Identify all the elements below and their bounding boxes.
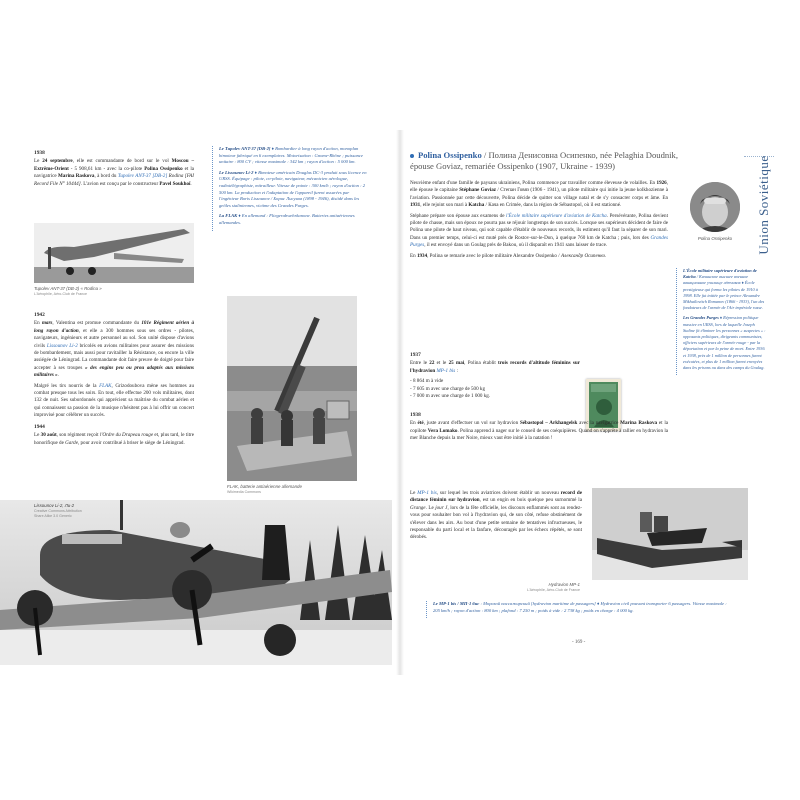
footer-glossary-note bbox=[426, 601, 733, 618]
text-run: Marina Raskova bbox=[57, 173, 95, 180]
anti-aircraft-gun-illustration bbox=[227, 296, 357, 481]
glossary-entry bbox=[433, 601, 733, 614]
glossary-entry bbox=[683, 268, 767, 311]
text-run: Rodina [FAI Record File N° 10444] bbox=[34, 173, 194, 187]
record-item: - 8 864 m à vide bbox=[410, 378, 444, 385]
photo-lissounov-li2 bbox=[0, 500, 392, 665]
text-run: , juste avant d'effectuer un vol sur hydravion bbox=[423, 420, 520, 427]
glossary-definition: / Качинское высшее военное авиационное училище лётчиков ♦ École prestigieuse qui forma les pilotes de 1910 à 1998. Elle fut initiée par le prince Alexandre Mikhaïlovitch Romanov (1866 - 1933), l'un des fondateurs de l'armée de l'Air impériale russe. bbox=[683, 274, 765, 311]
heading-name: Polina Ossipenko bbox=[418, 150, 482, 160]
photo-caption bbox=[34, 286, 194, 297]
caption-text: Tupolev ANT-37 (DB-2) « Rodina » bbox=[34, 286, 102, 291]
text-run: , pour avoir contribué à briser le siège de Léningrad. bbox=[77, 439, 185, 446]
year-heading: 1944 bbox=[34, 423, 45, 430]
caption-credit: L'Aérophile, Aéro-Club de France bbox=[34, 291, 88, 296]
text-run: . bbox=[190, 180, 192, 187]
text-run: , il est envoyé dans un Goulag près de Bakou, où il disparaît en 1941 sans laisser de trace. bbox=[424, 242, 608, 249]
caption-credit: Creative Commons Attribution bbox=[34, 508, 82, 513]
li2-airplane-illustration bbox=[0, 500, 392, 665]
text-run: 25 mai bbox=[448, 360, 465, 367]
year-heading: 1938 bbox=[34, 150, 45, 156]
caption-text: Polina Ossipenko bbox=[697, 236, 733, 241]
glossary-reference: l'École militaire supérieure d'aviation de Katcha bbox=[506, 212, 607, 219]
text-run: Le bbox=[34, 432, 41, 439]
text-run: . Polina apprend à nager sur le conseil de ses coéquipières. Quand on s'apprête à rallier en hydravion la mer Blanche depuis la mer Noire, mieux vaut être initié à la natation ! bbox=[410, 427, 668, 442]
glossary-entry bbox=[683, 315, 767, 371]
text-run: et la copilote bbox=[410, 420, 668, 434]
text-run: , elle est commandante de bord sur le vol bbox=[72, 158, 172, 165]
glossary-reference: Lissounov Li-2 bbox=[46, 342, 78, 349]
text-run: Polina Ossipenko bbox=[144, 165, 183, 172]
portrait-polina-ossipenko bbox=[690, 182, 740, 232]
portrait-caption bbox=[690, 236, 740, 242]
text-run: Entre le bbox=[410, 360, 430, 367]
text-run: , et elle a 300 hommes sous ses ordres - pilotes, navigateurs, ingénieurs et autre personnel au sol. Son unité dispose d'avions civils bbox=[34, 327, 195, 349]
text-run: , elle épouse le capitaine bbox=[410, 180, 668, 194]
text-run: . bbox=[605, 252, 607, 259]
glossary-entry: Le Lissounov Li-2 ♦ Bimoteur américain Douglas DC-3 produit sous licence en URSS. Équipage : pilote, co-pilote, navigateur, mécanicien aérologue, radiotélégraphiste, mitrailleur. Vitesse de pointe : 300 km/h ; rayon d'action : 2 500 km. La production et l'adaptation de l'appareil furent assurées par l'ingénieur Boris Lissounov / Борис Лисунов (1898 - 1946), disiidé dans les geôles staliniennes, victime des Grandes Purges. bbox=[219, 169, 367, 208]
right-sidebar-glossary bbox=[676, 268, 767, 375]
right-1938-block bbox=[410, 412, 668, 446]
photo-flak-battery bbox=[227, 296, 357, 481]
paragraph bbox=[410, 253, 668, 260]
text-run: , elle rejoint son mari à bbox=[420, 202, 469, 209]
text-run: Stéphane prépare son épouse aux examens de bbox=[410, 212, 507, 219]
text-run: / Степан Говяз (1906 - 1941), un pilote militaire qui initie la jeune kolkhozienne à l'aviation. Passionnée par cette découverte, Polina décide de quitter son village natal et de s'y consacrer corps et âme. En bbox=[410, 187, 668, 201]
glossary-definition: : Морской пассажирский [hydravion maritime de passagers] ♦ Hydravion civil pouvant transporter 6 passagers. Vitesse maximale : 205 km/h ; rayon d'action : 800 km ; plafond : 7 250 m ; poids à vide : 2 738 kg ; poids en charge : 4 000 kg. bbox=[433, 601, 727, 613]
text-run: En bbox=[410, 420, 418, 427]
glossary-reference: Tupolev ANT-37 [DB-2] bbox=[117, 173, 168, 180]
text-run: avec la navigatrice bbox=[577, 420, 621, 427]
text-run: . L'avion est conçu par le constructeur bbox=[80, 180, 160, 187]
text-run: / Кача en Crimée, dans la région de Sébastopol, où il est stationné. bbox=[484, 202, 622, 209]
text-run: l'Ordre du Drapeau rouge bbox=[99, 432, 154, 439]
text-run: 30 août bbox=[40, 432, 57, 439]
year-heading: 1937 bbox=[410, 352, 421, 358]
text-run: . bbox=[57, 372, 59, 379]
glossary-definition: Bimoteur américain Douglas DC-3 produit sous licence en URSS. Équipage : pilote, co-pilote, navigateur, mécanicien aérologue, radiotélégraphiste, mitrailleur. Vitesse de pointe : 300 km/h ; rayon d'action : 2 500 km. La production et l'adaptation de l'appareil furent assurées par l'ingénieur Boris Lissounov / Борис Лисунов (1898 - 1946), disiidé dans les geôles staliniennes, victime des Grandes Purges. bbox=[219, 169, 367, 208]
text-run: Marina Raskova bbox=[620, 420, 658, 427]
text-run: mars bbox=[41, 320, 53, 327]
text-run: trois records d'altitude féminins sur l'hydravion bbox=[410, 360, 580, 374]
paragraph bbox=[410, 360, 580, 375]
glossary-definition: ♦ Répression politique massive en URSS, lors de laquelle Joseph Staline fit éliminer les personnes « suspectes » : opposants politiques, dirigeants communistes, officiers supérieurs de l'armée rouge - par la déportation et par la peine de mort. Entre 1936 et 1938, près de 1 million de personnes furent exécutées, et plus de 1 million furent envoyées dans les prisons ou dans des camps du Goulag. bbox=[683, 315, 766, 371]
heading-subtitle: / Полина Денисовна Осипенко, née Pelaghia Doudnik, bbox=[481, 150, 679, 160]
left-1942-block bbox=[34, 312, 194, 450]
photo-hydravion-mp1 bbox=[592, 488, 748, 580]
glossary-definition: En allemand : Fliegerabwehrkanone. Batteries antiaériennes allemandes. bbox=[219, 213, 355, 225]
photo-caption bbox=[470, 582, 580, 593]
airplane-illustration bbox=[34, 223, 194, 283]
text-run: : bbox=[455, 367, 458, 374]
text-run: Garde bbox=[65, 439, 78, 446]
paragraph bbox=[34, 320, 194, 379]
paragraph bbox=[34, 383, 194, 420]
text-run: 1926 bbox=[656, 180, 667, 186]
text-run: et la navigatrice bbox=[34, 165, 194, 180]
seaplane-illustration bbox=[592, 488, 748, 580]
paragraph bbox=[34, 158, 194, 188]
text-run: bricolés en avions militaires pour assurer des missions de bombardement, mais aussi pour ravitailler la Résistance, ou encore la ville assiégée de Léningrad. La commandante doit faire preuve de doigté pour faire accepter à ses troupes bbox=[34, 342, 195, 371]
paragraph bbox=[410, 420, 668, 442]
text-run: , Valentina est promue commandante du bbox=[52, 320, 142, 327]
photo-caption bbox=[34, 503, 154, 520]
text-run: record de distance féminin sur hydravion bbox=[410, 490, 582, 504]
section-label bbox=[754, 150, 774, 260]
paragraph bbox=[34, 432, 194, 447]
record-item: - 7 000 m avec une charge de 1 000 kg. bbox=[410, 393, 491, 400]
record-item: - 7 605 m avec une charge de 500 kg bbox=[410, 385, 486, 392]
photo-caption bbox=[227, 484, 357, 495]
glossary-term: L'École militaire supérieure d'aviation de Katcha bbox=[683, 268, 757, 280]
text-run: , lors de la fête officielle, les discours enflammés sont au rendez-vous pour souhaiter bon vol à l'hydravion qui, de son côté, refuse obstinément de s'élever dans les airs. Au bout d'une petite semaine de tentatives infructueuses, le responsable du parti local et la fanfare, découragés par les échecs répétés, se sont dérobés. bbox=[410, 504, 583, 541]
glossary-definition: Bombardier à long rayon d'action, monoplan bimoteur fabriqué en 6 exemplaires. Motorisation : Gnome-Rhône ; puissance unitaire : 800 CV ; vitesse maximale : 342 km ; rayon d'action : 5 000 km. bbox=[219, 146, 363, 165]
text-run: , Polina se remarie avec le pilote militaire Alexandre Ossipenko / bbox=[427, 252, 561, 259]
text-run: Moscou – Extrême-Orient bbox=[34, 158, 194, 172]
text-run: , Grizodoubova mène ses hommes au combat presque tous les soirs. En tout, elle effectue 200 vols militaires, dont 132 de nuit. Ses subordonnés qui apprécient sa maîtrise du combat aérien et qui connaissent sa passion de la musique n'hésitent pas à lui offrir un concert improvisé pour célébrer un succès. bbox=[34, 382, 194, 419]
page-number: - 169 - bbox=[572, 640, 586, 645]
chapter-heading bbox=[410, 150, 740, 172]
glossary-term: Le Tupolev ANT-37 [DB-2] bbox=[219, 146, 271, 151]
text-run: , est un engin en bois quelque peu surnommé la bbox=[479, 497, 582, 504]
text-run: Katcha bbox=[468, 202, 485, 209]
text-run: Le bbox=[410, 490, 418, 496]
text-run: été bbox=[417, 420, 424, 427]
glossary-reference: MP-1 bis bbox=[436, 367, 456, 374]
text-run: En bbox=[34, 320, 42, 327]
left-sidebar-glossary bbox=[212, 146, 369, 231]
glossary-reference: Grandes Purges bbox=[410, 234, 668, 249]
text-run: Vera Lomako bbox=[427, 427, 458, 434]
paragraph bbox=[410, 213, 668, 250]
text-run: Le bbox=[34, 158, 43, 165]
text-run: « des engins peu ou prou adaptés aux missions militaires » bbox=[34, 364, 194, 379]
mp1-paragraph-block bbox=[410, 490, 582, 545]
text-run: Grange bbox=[410, 504, 426, 511]
section-label-text: Union Soviétique bbox=[756, 155, 771, 255]
glossary-reference: MP-1 bis bbox=[417, 490, 437, 496]
heading-subtitle: épouse Goviaz, remariée Ossipenko (1907, Ukraine - 1939) bbox=[410, 161, 615, 171]
text-run: Sébastopol – Arkhangelsk bbox=[519, 420, 578, 427]
text-run: 22 bbox=[429, 360, 435, 367]
bullet-icon bbox=[410, 154, 414, 158]
left-1938-block bbox=[34, 150, 194, 191]
glossary-term: Les Grandes Purges bbox=[683, 315, 719, 321]
glossary-entry: La FLAK ♦ En allemand : Fliegerabwehrkanone. Batteries antiaériennes allemandes. bbox=[219, 213, 355, 225]
text-run: . Persévérante, Polina devient pilote de chasse, mais son époux ne pourra pas se réjouir longtemps de son succès. Lorsque ses supérieurs décident de faire de Polina une pilote de haut niveau, qui soit capable d'établir de nouveaux records, ils estiment qu'il faut la séparer de son mari. Dans un premier temps, celui-ci est muté près de Rostov-sur-le-Don, à quelque 760 km de Katcha ; puis, lors des bbox=[410, 212, 668, 241]
text-run: Malgré les tirs nourris de la bbox=[34, 382, 100, 389]
text-run: Pavel Soukhoï bbox=[159, 180, 191, 187]
caption-credit: Share Alike 3.0 Generic bbox=[34, 514, 72, 519]
text-run: Stéphane Goviaz bbox=[459, 187, 497, 194]
glossary-entry: Le Tupolev ANT-37 [DB-2] ♦ Bombardier à long rayon d'action, monoplan bimoteur fabriqué en 6 exemplaires. Motorisation : Gnome-Rhône ; puissance unitaire : 800 CV ; vitesse maximale : 342 km ; rayon d'action : 5 000 km. bbox=[219, 146, 363, 165]
text-run: , son régiment reçoit bbox=[56, 432, 100, 439]
text-run: 1931 bbox=[410, 202, 421, 209]
caption-credit: L'Aérophile, Aéro-Club de France bbox=[526, 587, 580, 592]
text-run: , à bord du bbox=[94, 173, 118, 180]
paragraph bbox=[410, 490, 582, 542]
text-run: . Le bbox=[425, 504, 436, 511]
caption-text: Hydravion MP-1 bbox=[548, 582, 580, 587]
portrait-illustration bbox=[690, 182, 740, 232]
text-run: 1934 bbox=[416, 252, 428, 259]
year-heading: 1938 bbox=[410, 412, 421, 418]
text-run: , sur lequel les trois aviatrices doivent établir un nouveau bbox=[436, 490, 561, 496]
glossary-term: La FLAK bbox=[219, 213, 238, 219]
text-run: 24 septembre bbox=[42, 158, 73, 165]
caption-text: FLAK, batterie antiaérienne allemande bbox=[227, 484, 302, 489]
text-run: 101e Régiment aérien à long rayon d'action bbox=[34, 320, 194, 334]
text-run: Neuvième enfant d'une famille de paysans ukrainiens, Polina commence par travailler comme éleveuse de volailles. En bbox=[410, 180, 657, 186]
right-1937-block bbox=[410, 352, 580, 400]
record-list bbox=[410, 378, 580, 400]
photo-tupolev-ant37 bbox=[34, 223, 194, 283]
text-run: - 5 908,61 km - avec la co-pilote bbox=[68, 165, 145, 172]
text-run: et, plus tard, le titre honorifique de bbox=[34, 432, 194, 446]
glossary-reference: FLAK bbox=[99, 382, 112, 389]
text-run: Александр Осипенко bbox=[560, 252, 606, 259]
text-run: et le bbox=[434, 360, 449, 367]
right-main-text bbox=[410, 180, 668, 263]
text-run: , Polina établit bbox=[464, 360, 499, 367]
left-page bbox=[0, 0, 399, 800]
text-run: En bbox=[410, 252, 417, 259]
caption-credit: Wikimedia Commons bbox=[227, 489, 261, 494]
paragraph bbox=[410, 180, 668, 210]
glossary-term: Le MP-1 bis / МП-1 бис bbox=[433, 601, 480, 606]
caption-text: Lissounov Li-2, Ли-2 bbox=[34, 503, 75, 508]
year-heading: 1942 bbox=[34, 312, 45, 318]
glossary-term: Le Lissounov Li-2 bbox=[219, 169, 254, 175]
text-run: jour J bbox=[435, 504, 448, 511]
